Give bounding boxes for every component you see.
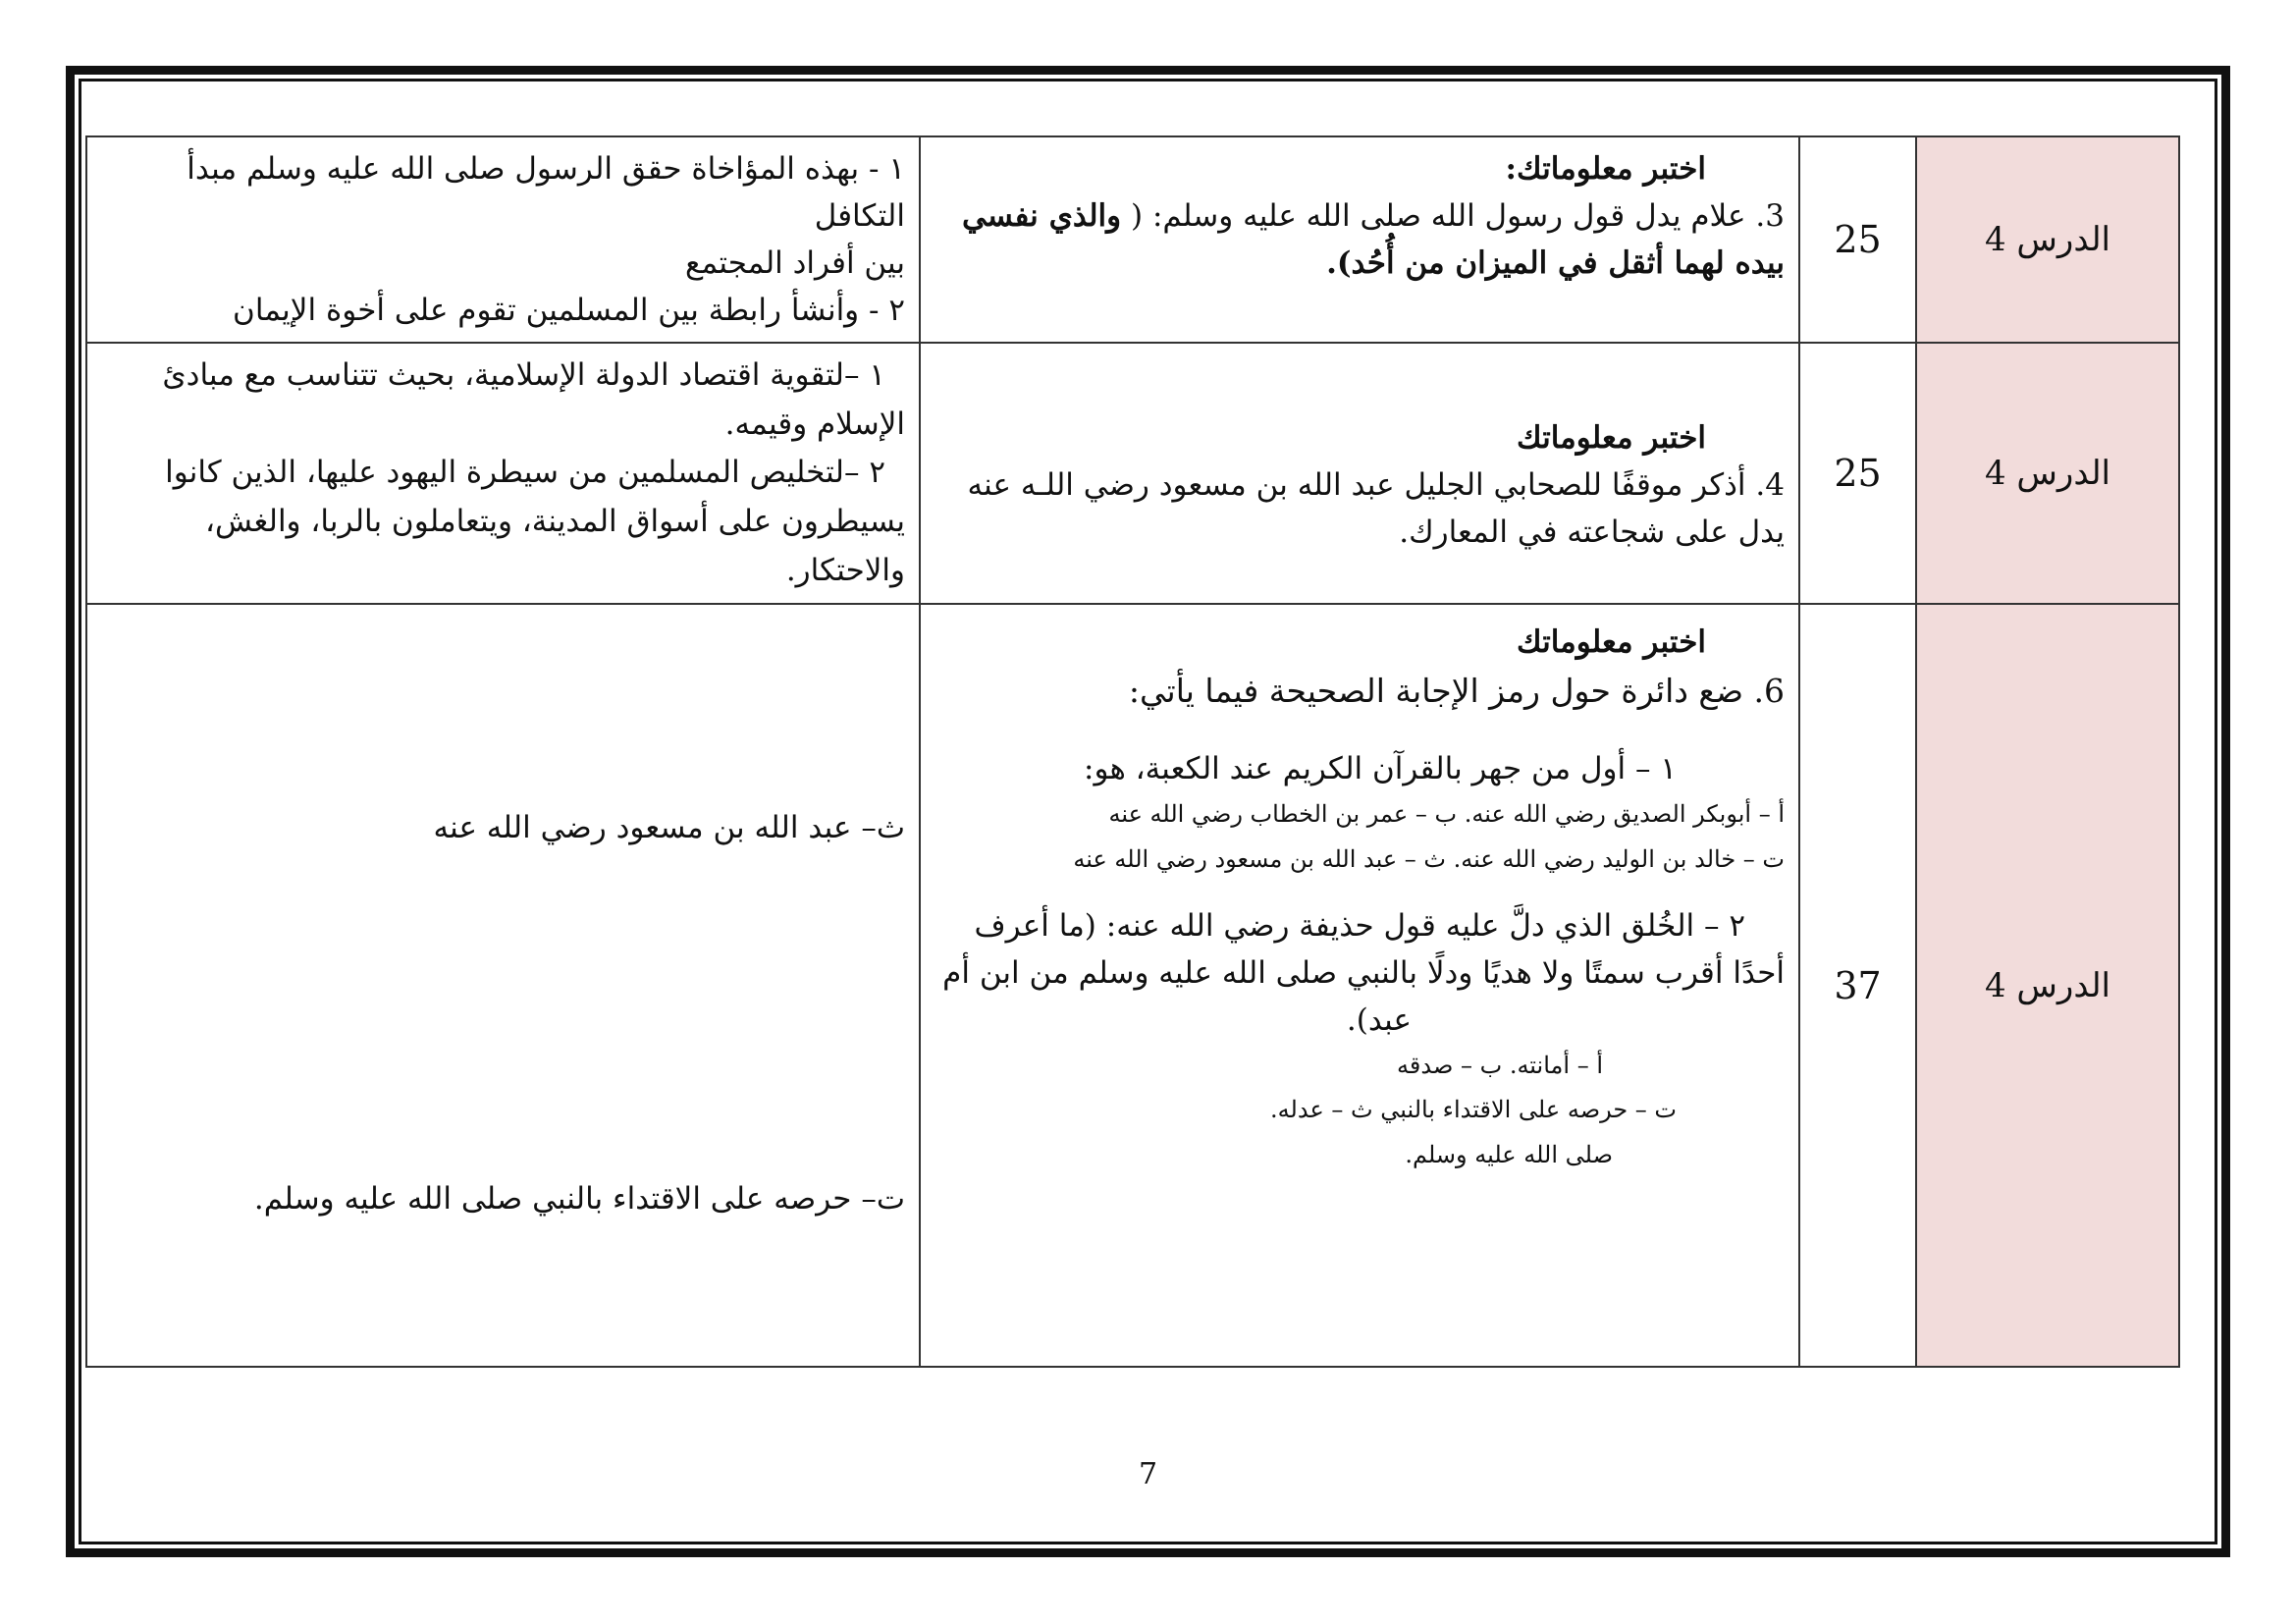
mcq-2-options: أ – أمانته. ب – صدقه — [1397, 1051, 1603, 1079]
mcq-1-stem: ١ – أول من جهر بالقرآن الكريم عند الكعبة، هو: — [1084, 751, 1677, 787]
mcq-2-stem: أحدًا أقرب سمتًا ولا هديًا ودلًا بالنبي صلى الله عليه وسلم من ابن أم — [942, 954, 1785, 991]
table-row — [86, 136, 2179, 343]
question-title: اختبر معلوماتك: — [1505, 151, 1706, 187]
answer-line: ث– عبد الله بن مسعود رضي الله عنه — [433, 810, 905, 846]
question-line: يدل على شجاعته في المعارك. — [1399, 514, 1785, 551]
question-cell — [920, 343, 1799, 604]
page-cell: 25 — [1799, 136, 1916, 343]
question-title: اختبر معلوماتك — [1516, 420, 1706, 457]
mcq-2-options: ت – حرصه على الاقتداء بالنبي ث – عدله. — [1270, 1096, 1677, 1124]
lesson-cell: الدرس 4 — [1916, 343, 2179, 604]
question-cell — [920, 136, 1799, 343]
answer-line: ت– حرصه على الاقتداء بالنبي صلى الله عليه وسلم. — [253, 1181, 905, 1218]
mcq-1-options: ت – خالد بن الوليد رضي الله عنه. ث – عبد الله بن مسعود رضي الله عنه — [1073, 844, 1785, 873]
answer-line: الإسلام وقيمه. — [724, 406, 905, 442]
answers-table — [85, 135, 2180, 1368]
question-line: بيده لهما أثقل في الميزان من أُحُد). — [1326, 245, 1785, 282]
mcq-2-stem: ٢ – الخُلق الذي دلَّ عليه قول حذيفة رضي الله عنه: (ما أعرف — [974, 907, 1745, 944]
answer-line: ٢ –لتخليص المسلمين من سيطرة اليهود عليها، الذين كانوا — [165, 455, 885, 491]
page-number: 7 — [1138, 1457, 1158, 1491]
answer-line: ١ –لتقوية اقتصاد الدولة الإسلامية، بحيث تتناسب مع مبادئ — [162, 357, 885, 394]
answer-cell — [86, 343, 920, 604]
answer-line: ١ - بهذه المؤاخاة حقق الرسول صلى الله عليه وسلم مبدأ التكافل — [187, 151, 905, 235]
page-cell: 25 — [1799, 343, 1916, 604]
answer-line: ٢ - وأنشأ رابطة بين المسلمين تقوم على أخوة الإيمان — [233, 293, 905, 329]
answer-line: يسيطرون على أسواق المدينة، ويتعاملون بالربا، والغش، والاحتكار. — [205, 503, 905, 588]
question-line: 4. أذكر موقفًا للصحابي الجليل عبد الله بن مسعود رضي اللـه عنه — [967, 467, 1785, 504]
answer-line: بين أفراد المجتمع — [684, 245, 905, 282]
question-cell — [920, 604, 1799, 1367]
lesson-cell: الدرس 4 — [1916, 604, 2179, 1367]
page-cell: 37 — [1799, 604, 1916, 1367]
mcq-2-options: صلى الله عليه وسلم. — [1405, 1140, 1613, 1168]
mcq-1-options: أ – أبوبكر الصديق رضي الله عنه. ب – عمر بن الخطاب رضي الله عنه — [1108, 800, 1785, 829]
question-line: 3. علام يدل قول رسول الله صلى الله عليه وسلم: ( والذي نفسي — [961, 198, 1785, 235]
answer-cell — [86, 604, 920, 1367]
answer-cell — [86, 136, 920, 343]
table-row — [86, 343, 2179, 604]
question-title: اختبر معلوماتك — [1516, 624, 1706, 661]
table-row — [86, 604, 2179, 1367]
question-intro: 6. ضع دائرة حول رمز الإجابة الصحيحة فيما يأتي: — [1128, 672, 1785, 711]
lesson-cell: الدرس 4 — [1916, 136, 2179, 343]
mcq-2-stem: عبد). — [1346, 1001, 1412, 1038]
